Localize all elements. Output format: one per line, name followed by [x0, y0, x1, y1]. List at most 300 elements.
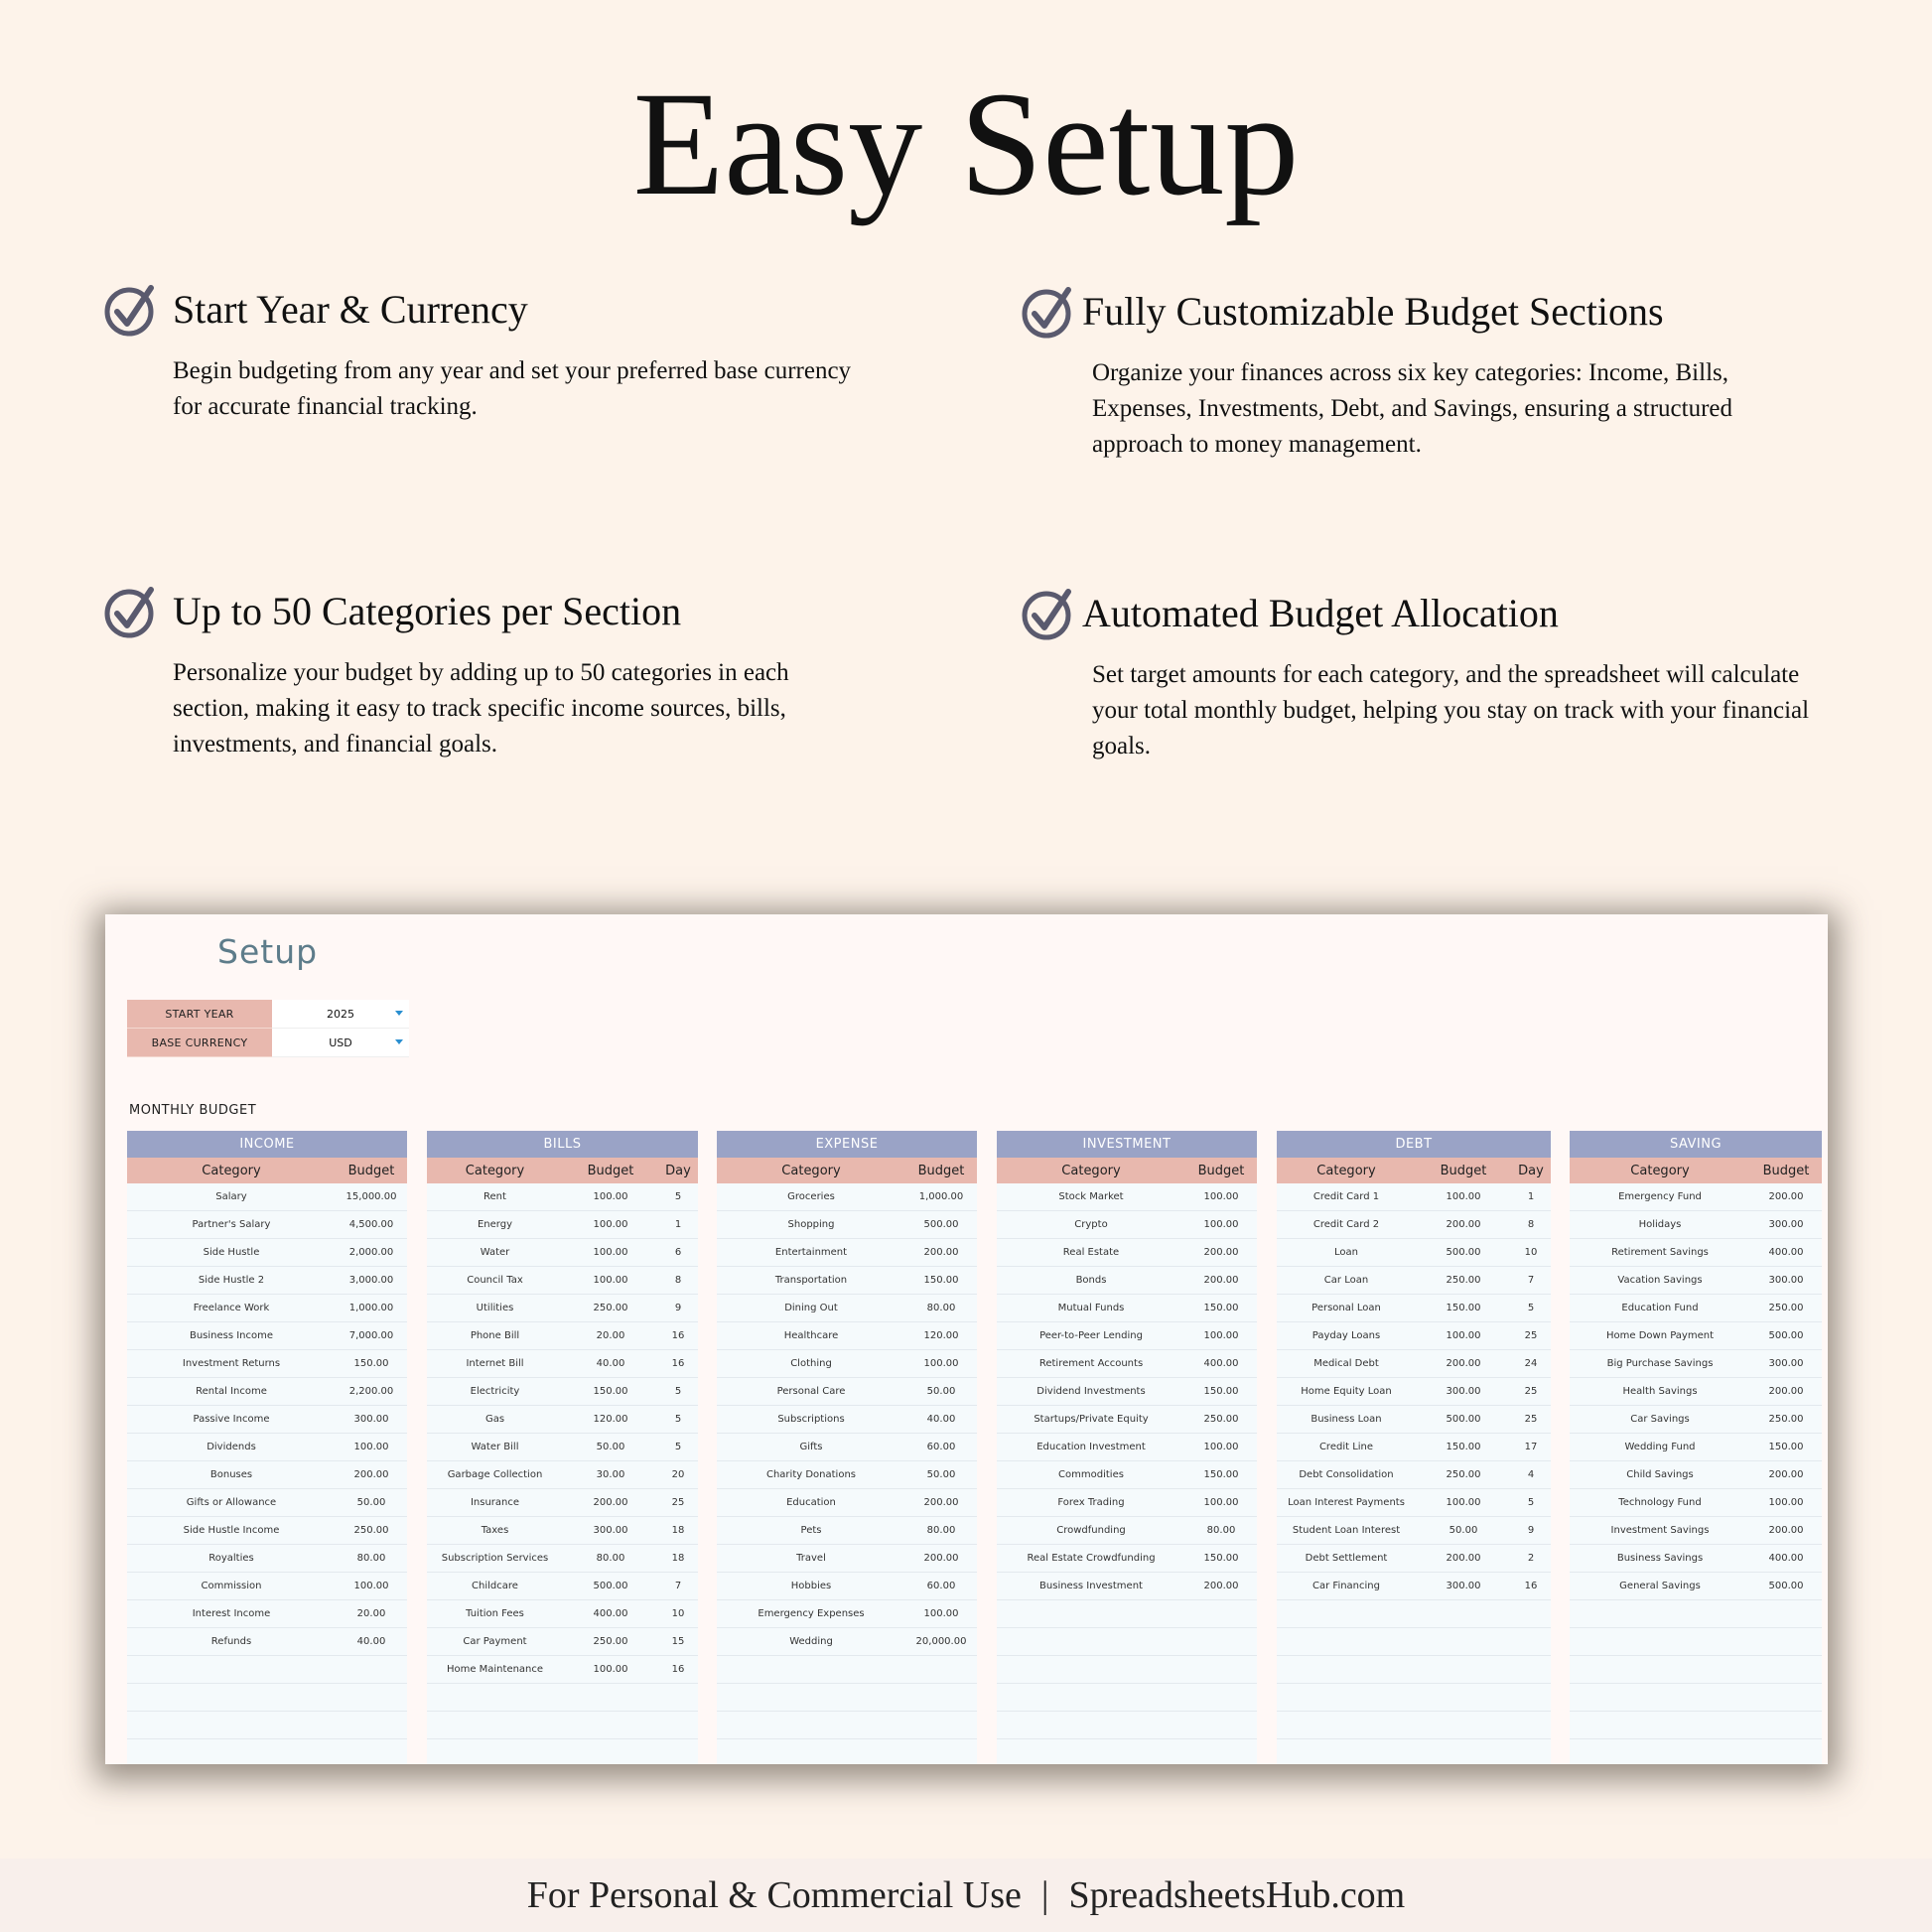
budget-cell[interactable]: 150.00	[1203, 1553, 1239, 1564]
budget-cell[interactable]: 400.00	[1768, 1247, 1804, 1258]
budget-cell[interactable]: 20.00	[596, 1330, 625, 1341]
category-cell[interactable]: Investment Returns	[182, 1358, 281, 1369]
day-cell[interactable]: 6	[674, 1247, 682, 1258]
table-row[interactable]	[127, 1322, 407, 1350]
empty-row[interactable]	[997, 1739, 1257, 1764]
category-cell[interactable]: Emergency Fund	[1618, 1191, 1702, 1202]
category-cell[interactable]: Payday Loans	[1311, 1330, 1381, 1341]
category-cell[interactable]: Startups/Private Equity	[1034, 1414, 1149, 1425]
budget-cell[interactable]: 80.00	[926, 1303, 956, 1313]
table-row[interactable]	[1277, 1461, 1551, 1489]
table-row[interactable]	[997, 1239, 1257, 1267]
day-cell[interactable]: 9	[1527, 1525, 1535, 1536]
budget-cell[interactable]: 400.00	[593, 1608, 628, 1619]
budget-cell[interactable]: 100.00	[1446, 1191, 1481, 1202]
budget-cell[interactable]: 2,200.00	[348, 1386, 394, 1397]
table-row[interactable]	[1570, 1406, 1822, 1434]
category-cell[interactable]: Rental Income	[196, 1386, 267, 1397]
category-cell[interactable]: Real Estate Crowdfunding	[1027, 1553, 1156, 1564]
empty-row[interactable]	[427, 1712, 698, 1739]
empty-row[interactable]	[127, 1684, 407, 1712]
budget-cell[interactable]: 60.00	[926, 1442, 956, 1452]
start-year-dropdown[interactable]	[272, 1000, 409, 1029]
table-row[interactable]	[1570, 1434, 1822, 1461]
category-cell[interactable]: Phone Bill	[470, 1330, 520, 1341]
category-cell[interactable]: Business Savings	[1616, 1553, 1704, 1564]
table-row[interactable]	[1277, 1406, 1551, 1434]
budget-cell[interactable]: 80.00	[596, 1553, 625, 1564]
category-cell[interactable]: Garbage Collection	[447, 1469, 543, 1480]
day-cell[interactable]: 7	[674, 1581, 682, 1591]
category-cell[interactable]: Car Loan	[1323, 1275, 1369, 1286]
budget-cell[interactable]: 30.00	[596, 1469, 625, 1480]
category-cell[interactable]: Home Maintenance	[446, 1664, 544, 1675]
budget-cell[interactable]: 500.00	[1446, 1414, 1481, 1425]
budget-cell[interactable]: 100.00	[1203, 1219, 1239, 1230]
empty-row[interactable]	[1570, 1684, 1822, 1712]
table-row[interactable]	[717, 1628, 977, 1656]
budget-cell[interactable]: 40.00	[596, 1358, 625, 1369]
budget-cell[interactable]: 60.00	[926, 1581, 956, 1591]
budget-cell[interactable]: 1,000.00	[918, 1191, 964, 1202]
table-row[interactable]	[1277, 1517, 1551, 1545]
dropdown-arrow-icon[interactable]	[395, 1011, 403, 1016]
category-cell[interactable]: Water Bill	[471, 1442, 519, 1452]
budget-cell[interactable]: 100.00	[1446, 1330, 1481, 1341]
category-cell[interactable]: Charity Donations	[765, 1469, 856, 1480]
budget-cell[interactable]: 200.00	[1446, 1219, 1481, 1230]
budget-cell[interactable]: 2,000.00	[348, 1247, 394, 1258]
table-row[interactable]	[997, 1267, 1257, 1295]
category-cell[interactable]: Energy	[477, 1219, 512, 1230]
budget-cell[interactable]: 100.00	[1203, 1497, 1239, 1508]
table-row[interactable]	[127, 1183, 407, 1211]
table-row[interactable]	[997, 1406, 1257, 1434]
category-cell[interactable]: Technology Fund	[1618, 1497, 1702, 1508]
budget-cell[interactable]: 200.00	[1768, 1469, 1804, 1480]
table-row[interactable]	[1277, 1434, 1551, 1461]
day-cell[interactable]: 5	[674, 1191, 682, 1202]
day-cell[interactable]: 24	[1524, 1358, 1538, 1369]
category-cell[interactable]: Crypto	[1074, 1219, 1108, 1230]
budget-cell[interactable]: 100.00	[593, 1247, 628, 1258]
category-cell[interactable]: Entertainment	[774, 1247, 848, 1258]
table-row[interactable]	[997, 1378, 1257, 1406]
category-cell[interactable]: Forex Trading	[1057, 1497, 1125, 1508]
table-row[interactable]	[717, 1573, 977, 1600]
table-row[interactable]	[127, 1378, 407, 1406]
table-row[interactable]	[997, 1489, 1257, 1517]
table-row[interactable]	[1570, 1211, 1822, 1239]
table-row[interactable]	[997, 1517, 1257, 1545]
category-cell[interactable]: Bonuses	[209, 1469, 253, 1480]
budget-cell[interactable]: 100.00	[353, 1581, 389, 1591]
table-row[interactable]	[1277, 1295, 1551, 1322]
budget-cell[interactable]: 250.00	[1768, 1303, 1804, 1313]
category-cell[interactable]: Education Fund	[1621, 1303, 1699, 1313]
budget-cell[interactable]: 300.00	[1446, 1581, 1481, 1591]
category-cell[interactable]: Shopping	[787, 1219, 835, 1230]
table-row[interactable]	[717, 1600, 977, 1628]
budget-cell[interactable]: 80.00	[926, 1525, 956, 1536]
budget-cell[interactable]: 200.00	[1768, 1191, 1804, 1202]
table-row[interactable]	[997, 1295, 1257, 1322]
day-cell[interactable]: 10	[1524, 1247, 1538, 1258]
table-row[interactable]	[127, 1211, 407, 1239]
category-cell[interactable]: Child Savings	[1626, 1469, 1694, 1480]
category-cell[interactable]: Groceries	[787, 1191, 835, 1202]
category-cell[interactable]: Car Savings	[1630, 1414, 1690, 1425]
budget-cell[interactable]: 400.00	[1203, 1358, 1239, 1369]
day-cell[interactable]: 16	[1524, 1581, 1538, 1591]
table-row[interactable]	[1570, 1322, 1822, 1350]
category-cell[interactable]: Side Hustle	[203, 1247, 260, 1258]
table-row[interactable]	[427, 1461, 698, 1489]
category-cell[interactable]: Taxes	[481, 1525, 509, 1536]
budget-cell[interactable]: 100.00	[593, 1191, 628, 1202]
category-cell[interactable]: Side Hustle Income	[183, 1525, 280, 1536]
category-cell[interactable]: Tuition Fees	[466, 1608, 524, 1619]
table-row[interactable]	[1570, 1461, 1822, 1489]
category-cell[interactable]: Wedding Fund	[1624, 1442, 1696, 1452]
budget-cell[interactable]: 200.00	[353, 1469, 389, 1480]
budget-cell[interactable]: 50.00	[926, 1386, 956, 1397]
category-cell[interactable]: Real Estate	[1062, 1247, 1120, 1258]
budget-cell[interactable]: 250.00	[593, 1636, 628, 1647]
empty-row[interactable]	[1277, 1628, 1551, 1656]
table-row[interactable]	[127, 1239, 407, 1267]
budget-cell[interactable]: 150.00	[353, 1358, 389, 1369]
category-cell[interactable]: Council Tax	[467, 1275, 523, 1286]
table-row[interactable]	[427, 1406, 698, 1434]
table-row[interactable]	[127, 1600, 407, 1628]
budget-cell[interactable]: 150.00	[1768, 1442, 1804, 1452]
budget-cell[interactable]: 250.00	[353, 1525, 389, 1536]
budget-cell[interactable]: 200.00	[1203, 1581, 1239, 1591]
budget-cell[interactable]: 500.00	[1768, 1330, 1804, 1341]
category-cell[interactable]: Bonds	[1075, 1275, 1107, 1286]
budget-cell[interactable]: 120.00	[923, 1330, 959, 1341]
budget-cell[interactable]: 250.00	[1446, 1275, 1481, 1286]
category-cell[interactable]: Loan Interest Payments	[1288, 1497, 1405, 1508]
table-row[interactable]	[127, 1267, 407, 1295]
budget-cell[interactable]: 200.00	[1203, 1247, 1239, 1258]
budget-cell[interactable]: 200.00	[1768, 1525, 1804, 1536]
day-cell[interactable]: 5	[1527, 1497, 1535, 1508]
budget-cell[interactable]: 15,000.00	[345, 1191, 397, 1202]
budget-cell[interactable]: 40.00	[356, 1636, 386, 1647]
empty-row[interactable]	[127, 1739, 407, 1764]
table-row[interactable]	[127, 1295, 407, 1322]
budget-cell[interactable]: 500.00	[1768, 1581, 1804, 1591]
table-row[interactable]	[1570, 1517, 1822, 1545]
table-row[interactable]	[717, 1322, 977, 1350]
budget-cell[interactable]: 100.00	[923, 1358, 959, 1369]
table-row[interactable]	[997, 1461, 1257, 1489]
budget-cell[interactable]: 50.00	[1449, 1525, 1478, 1536]
table-row[interactable]	[1277, 1573, 1551, 1600]
table-row[interactable]	[1570, 1239, 1822, 1267]
budget-cell[interactable]: 200.00	[593, 1497, 628, 1508]
budget-cell[interactable]: 100.00	[593, 1664, 628, 1675]
category-cell[interactable]: Medical Debt	[1313, 1358, 1379, 1369]
category-cell[interactable]: Hobbies	[790, 1581, 832, 1591]
empty-row[interactable]	[997, 1600, 1257, 1628]
table-row[interactable]	[717, 1183, 977, 1211]
day-cell[interactable]: 25	[1524, 1386, 1538, 1397]
day-cell[interactable]: 17	[1524, 1442, 1538, 1452]
day-cell[interactable]: 1	[674, 1219, 682, 1230]
table-row[interactable]	[997, 1350, 1257, 1378]
category-cell[interactable]: Emergency Expenses	[758, 1608, 865, 1619]
table-row[interactable]	[427, 1573, 698, 1600]
day-cell[interactable]: 4	[1527, 1469, 1535, 1480]
category-cell[interactable]: Investment Savings	[1610, 1525, 1710, 1536]
table-row[interactable]	[1277, 1378, 1551, 1406]
empty-row[interactable]	[1277, 1712, 1551, 1739]
budget-cell[interactable]: 150.00	[1203, 1303, 1239, 1313]
table-row[interactable]	[127, 1434, 407, 1461]
day-cell[interactable]: 16	[671, 1358, 685, 1369]
empty-row[interactable]	[717, 1712, 977, 1739]
category-cell[interactable]: Partner's Salary	[192, 1219, 271, 1230]
category-cell[interactable]: Dividends	[207, 1442, 256, 1452]
category-cell[interactable]: Business Investment	[1039, 1581, 1143, 1591]
category-cell[interactable]: Gifts or Allowance	[186, 1497, 277, 1508]
category-cell[interactable]: Credit Line	[1318, 1442, 1374, 1452]
budget-cell[interactable]: 100.00	[1203, 1442, 1239, 1452]
category-cell[interactable]: Insurance	[470, 1497, 520, 1508]
table-row[interactable]	[717, 1489, 977, 1517]
empty-row[interactable]	[997, 1656, 1257, 1684]
category-cell[interactable]: Credit Card 2	[1312, 1219, 1380, 1230]
day-cell[interactable]: 10	[671, 1608, 685, 1619]
category-cell[interactable]: Transportation	[774, 1275, 848, 1286]
category-cell[interactable]: Commission	[201, 1581, 262, 1591]
category-cell[interactable]: Business Income	[189, 1330, 274, 1341]
budget-cell[interactable]: 200.00	[1203, 1275, 1239, 1286]
category-cell[interactable]: Internet Bill	[466, 1358, 524, 1369]
table-row[interactable]	[427, 1295, 698, 1322]
budget-cell[interactable]: 150.00	[1203, 1469, 1239, 1480]
day-cell[interactable]: 1	[1527, 1191, 1535, 1202]
empty-row[interactable]	[1570, 1600, 1822, 1628]
empty-row[interactable]	[717, 1684, 977, 1712]
table-row[interactable]	[717, 1517, 977, 1545]
category-cell[interactable]: Personal Loan	[1311, 1303, 1381, 1313]
category-cell[interactable]: Education	[786, 1497, 836, 1508]
table-row[interactable]	[717, 1295, 977, 1322]
table-row[interactable]	[997, 1545, 1257, 1573]
empty-row[interactable]	[1570, 1628, 1822, 1656]
empty-row[interactable]	[997, 1628, 1257, 1656]
empty-row[interactable]	[427, 1684, 698, 1712]
empty-row[interactable]	[1570, 1656, 1822, 1684]
table-row[interactable]	[127, 1517, 407, 1545]
category-cell[interactable]: Mutual Funds	[1057, 1303, 1125, 1313]
day-cell[interactable]: 25	[1524, 1414, 1538, 1425]
table-row[interactable]	[717, 1378, 977, 1406]
budget-cell[interactable]: 120.00	[593, 1414, 628, 1425]
category-cell[interactable]: Passive Income	[193, 1414, 270, 1425]
empty-row[interactable]	[427, 1739, 698, 1764]
budget-cell[interactable]: 250.00	[593, 1303, 628, 1313]
category-cell[interactable]: Loan	[1334, 1247, 1358, 1258]
day-cell[interactable]: 16	[671, 1330, 685, 1341]
empty-row[interactable]	[1277, 1600, 1551, 1628]
table-row[interactable]	[717, 1434, 977, 1461]
budget-cell[interactable]: 80.00	[1206, 1525, 1236, 1536]
table-row[interactable]	[1277, 1211, 1551, 1239]
category-cell[interactable]: Education Investment	[1036, 1442, 1146, 1452]
category-cell[interactable]: Health Savings	[1622, 1386, 1698, 1397]
day-cell[interactable]: 18	[671, 1525, 685, 1536]
table-row[interactable]	[997, 1322, 1257, 1350]
budget-cell[interactable]: 100.00	[923, 1608, 959, 1619]
day-cell[interactable]: 2	[1527, 1553, 1535, 1564]
budget-cell[interactable]: 100.00	[353, 1442, 389, 1452]
category-cell[interactable]: Dividend Investments	[1036, 1386, 1146, 1397]
category-cell[interactable]: Utilities	[476, 1303, 514, 1313]
category-cell[interactable]: Dining Out	[784, 1303, 838, 1313]
empty-row[interactable]	[127, 1656, 407, 1684]
budget-cell[interactable]: 200.00	[1446, 1358, 1481, 1369]
category-cell[interactable]: Interest Income	[192, 1608, 271, 1619]
table-row[interactable]	[717, 1267, 977, 1295]
table-row[interactable]	[717, 1239, 977, 1267]
category-cell[interactable]: Side Hustle 2	[198, 1275, 265, 1286]
budget-cell[interactable]: 300.00	[1446, 1386, 1481, 1397]
day-cell[interactable]: 25	[1524, 1330, 1538, 1341]
table-row[interactable]	[1277, 1183, 1551, 1211]
budget-cell[interactable]: 20.00	[356, 1608, 386, 1619]
budget-cell[interactable]: 80.00	[356, 1553, 386, 1564]
empty-row[interactable]	[997, 1684, 1257, 1712]
budget-cell[interactable]: 7,000.00	[348, 1330, 394, 1341]
category-cell[interactable]: Debt Consolidation	[1299, 1469, 1394, 1480]
category-cell[interactable]: Retirement Accounts	[1038, 1358, 1144, 1369]
table-row[interactable]	[427, 1378, 698, 1406]
table-row[interactable]	[717, 1545, 977, 1573]
category-cell[interactable]: Refunds	[210, 1636, 252, 1647]
category-cell[interactable]: Holidays	[1638, 1219, 1682, 1230]
budget-cell[interactable]: 250.00	[1768, 1414, 1804, 1425]
table-row[interactable]	[427, 1322, 698, 1350]
empty-row[interactable]	[717, 1656, 977, 1684]
table-row[interactable]	[127, 1489, 407, 1517]
category-cell[interactable]: Stock Market	[1058, 1191, 1124, 1202]
table-row[interactable]	[1277, 1489, 1551, 1517]
table-row[interactable]	[427, 1545, 698, 1573]
table-row[interactable]	[427, 1489, 698, 1517]
table-row[interactable]	[717, 1406, 977, 1434]
category-cell[interactable]: Car Financing	[1312, 1581, 1380, 1591]
budget-cell[interactable]: 250.00	[1203, 1414, 1239, 1425]
budget-cell[interactable]: 50.00	[926, 1469, 956, 1480]
table-row[interactable]	[427, 1211, 698, 1239]
table-row[interactable]	[1277, 1322, 1551, 1350]
empty-row[interactable]	[997, 1712, 1257, 1739]
budget-cell[interactable]: 500.00	[923, 1219, 959, 1230]
category-cell[interactable]: Childcare	[472, 1581, 518, 1591]
category-cell[interactable]: Big Purchase Savings	[1606, 1358, 1714, 1369]
table-row[interactable]	[1570, 1573, 1822, 1600]
category-cell[interactable]: Peer-to-Peer Lending	[1039, 1330, 1143, 1341]
day-cell[interactable]: 9	[674, 1303, 682, 1313]
budget-cell[interactable]: 100.00	[593, 1219, 628, 1230]
empty-row[interactable]	[1277, 1684, 1551, 1712]
budget-cell[interactable]: 50.00	[356, 1497, 386, 1508]
budget-cell[interactable]: 200.00	[1446, 1553, 1481, 1564]
budget-cell[interactable]: 150.00	[1203, 1386, 1239, 1397]
category-cell[interactable]: Home Down Payment	[1605, 1330, 1714, 1341]
day-cell[interactable]: 15	[671, 1636, 685, 1647]
table-row[interactable]	[1570, 1267, 1822, 1295]
category-cell[interactable]: Gifts	[799, 1442, 823, 1452]
category-cell[interactable]: Healthcare	[783, 1330, 839, 1341]
category-cell[interactable]: Rent	[483, 1191, 506, 1202]
budget-cell[interactable]: 100.00	[1768, 1497, 1804, 1508]
table-row[interactable]	[1277, 1545, 1551, 1573]
budget-cell[interactable]: 500.00	[593, 1581, 628, 1591]
category-cell[interactable]: Personal Care	[776, 1386, 846, 1397]
budget-cell[interactable]: 300.00	[353, 1414, 389, 1425]
empty-row[interactable]	[1277, 1656, 1551, 1684]
category-cell[interactable]: Freelance Work	[193, 1303, 270, 1313]
category-cell[interactable]: Subscription Services	[441, 1553, 549, 1564]
budget-cell[interactable]: 250.00	[1446, 1469, 1481, 1480]
budget-cell[interactable]: 150.00	[923, 1275, 959, 1286]
table-row[interactable]	[1570, 1545, 1822, 1573]
category-cell[interactable]: Crowdfunding	[1056, 1525, 1126, 1536]
category-cell[interactable]: Car Payment	[463, 1636, 527, 1647]
base-currency-dropdown[interactable]	[272, 1029, 409, 1057]
budget-cell[interactable]: 300.00	[1768, 1358, 1804, 1369]
day-cell[interactable]: 8	[674, 1275, 682, 1286]
table-row[interactable]	[1570, 1295, 1822, 1322]
table-row[interactable]	[997, 1434, 1257, 1461]
budget-cell[interactable]: 400.00	[1768, 1553, 1804, 1564]
category-cell[interactable]: Home Equity Loan	[1301, 1386, 1392, 1397]
table-row[interactable]	[1570, 1378, 1822, 1406]
table-row[interactable]	[427, 1239, 698, 1267]
category-cell[interactable]: Travel	[796, 1553, 826, 1564]
budget-cell[interactable]: 40.00	[926, 1414, 956, 1425]
table-row[interactable]	[127, 1573, 407, 1600]
table-row[interactable]	[427, 1434, 698, 1461]
budget-cell[interactable]: 300.00	[1768, 1275, 1804, 1286]
budget-cell[interactable]: 100.00	[1203, 1191, 1239, 1202]
table-row[interactable]	[127, 1628, 407, 1656]
budget-cell[interactable]: 4,500.00	[348, 1219, 394, 1230]
table-row[interactable]	[1277, 1239, 1551, 1267]
day-cell[interactable]: 5	[674, 1442, 682, 1452]
table-row[interactable]	[717, 1211, 977, 1239]
budget-cell[interactable]: 200.00	[923, 1247, 959, 1258]
category-cell[interactable]: Royalties	[208, 1553, 254, 1564]
table-row[interactable]	[427, 1517, 698, 1545]
budget-cell[interactable]: 150.00	[593, 1386, 628, 1397]
table-row[interactable]	[717, 1461, 977, 1489]
day-cell[interactable]: 5	[1527, 1303, 1535, 1313]
table-row[interactable]	[1570, 1350, 1822, 1378]
table-row[interactable]	[427, 1600, 698, 1628]
day-cell[interactable]: 18	[671, 1553, 685, 1564]
table-row[interactable]	[1277, 1350, 1551, 1378]
category-cell[interactable]: Clothing	[790, 1358, 832, 1369]
category-cell[interactable]: Wedding	[789, 1636, 833, 1647]
empty-row[interactable]	[1570, 1712, 1822, 1739]
